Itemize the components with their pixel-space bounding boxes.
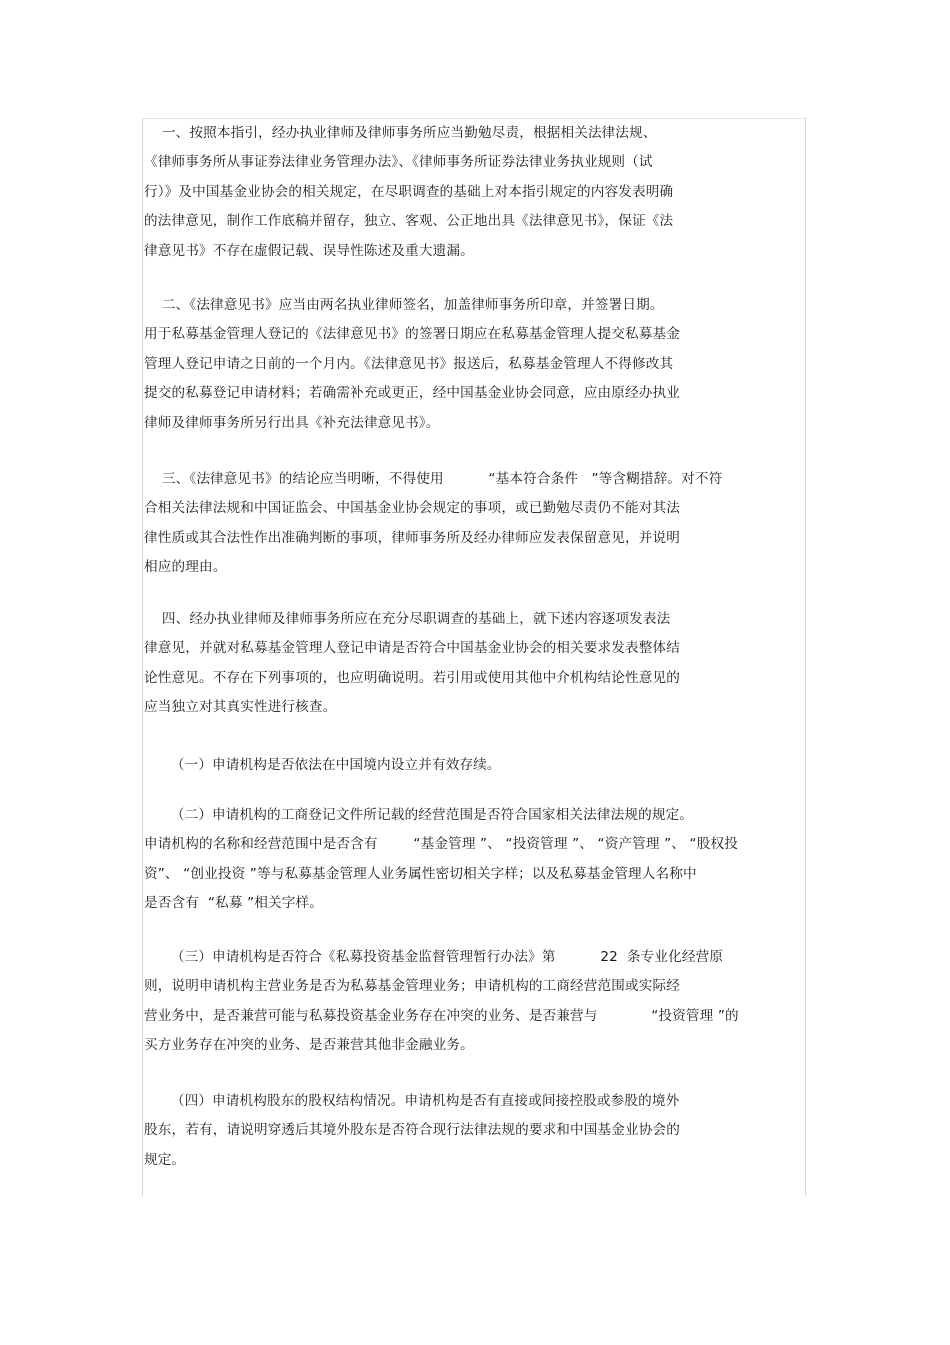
text-line: 管理人登记申请之日前的一个月内。《法律意见书》报送后，私募基金管理人不得修改其 xyxy=(144,355,674,372)
text-line: 律意见书》不存在虚假记载、误导性陈述及重大遗漏。 xyxy=(144,242,474,259)
text-line: （二）申请机构的工商登记文件所记载的经营范围是否符合国家相关法律法规的规定。 xyxy=(144,807,694,823)
text-line: 《律师事务所从事证券法律业务管理办法》、《律师事务所证券法律业务执业规则（试 xyxy=(144,154,653,171)
text-line: 合相关法律法规和中国证监会、中国基金业协会规定的事项，或已勤勉尽责仍不能对其法 xyxy=(144,500,681,517)
text-line: 股东，若有，请说明穿透后其境外股东是否符合现行法律法规的要求和中国基金业协会的 xyxy=(144,1122,681,1139)
text-line: 三、《法律意见书》的结论应当明晰，不得使用 “基本符合条件 ”等含糊措辞。对不符 xyxy=(144,471,723,487)
text-line: 二、《法律意见书》应当由两名执业律师签名，加盖律师事务所印章，并签署日期。 xyxy=(144,297,664,313)
text-line: 律意见，并就对私募基金管理人登记申请是否符合中国基金业协会的相关要求发表整体结 xyxy=(144,640,681,657)
text-line: 规定。 xyxy=(144,1151,186,1168)
text-line: 律师及律师事务所另行出具《补充法律意见书》。 xyxy=(144,414,440,431)
text-line: 用于私募基金管理人登记的《法律意见书》的签署日期应在私募基金管理人提交私募基金 xyxy=(144,326,681,343)
text-line: 营业务中，是否兼营可能与私募投资基金业务存在冲突的业务、是否兼营与 “投资管理 ”的 xyxy=(144,1007,739,1024)
text-line: 则，说明申请机构主营业务是否为私募基金管理业务；申请机构的工商经营范围或实际经 xyxy=(144,978,681,995)
text-line: 四、经办执业律师及律师事务所应在充分尽职调查的基础上，就下述内容逐项发表法 xyxy=(144,611,671,627)
text-line: 是否含有 “私募 ”相关字样。 xyxy=(144,895,323,912)
text-line: 论性意见。不存在下列事项的，也应明确说明。若引用或使用其他中介机构结论性意见的 xyxy=(144,669,681,686)
text-line: 律性质或其合法性作出准确判断的事项，律师事务所及经办律师应发表保留意见，并说明 xyxy=(144,529,681,546)
text-line: 行）》及中国基金业协会的相关规定，在尽职调查的基础上对本指引规定的内容发表明确 xyxy=(144,183,674,200)
text-line: 相应的理由。 xyxy=(144,559,227,576)
text-line: 一、按照本指引，经办执业律师及律师事务所应当勤勉尽责，根据相关法律法规、 xyxy=(144,125,657,141)
text-line: 申请机构的名称和经营范围中是否含有 “基金管理 ”、 “投资管理 ”、 “资产管理 ”、 “股权投 xyxy=(144,836,738,853)
text-line: （一）申请机构是否依法在中国境内设立并有效存续。 xyxy=(144,757,501,773)
text-line: 应当独立对其真实性进行核查。 xyxy=(144,699,337,716)
text-line: （三）申请机构是否符合《私募投资基金监督管理暂行办法》第 22 条专业化经营原 xyxy=(144,949,724,965)
text-line: （四）申请机构股东的股权结构情况。申请机构是否有直接或间接控股或参股的境外 xyxy=(144,1093,680,1109)
text-line: 提交的私募登记申请材料；若确需补充或更正，经中国基金业协会同意，应由原经办执业 xyxy=(144,385,681,402)
text-line: 的法律意见，制作工作底稿并留存，独立、客观、公正地出具《法律意见书》，保证《法 xyxy=(144,213,674,230)
text-line: 买方业务存在冲突的业务、是否兼营其他非金融业务。 xyxy=(144,1037,474,1054)
text-line: 资”、 “创业投资 ”等与私募基金管理人业务属性密切相关字样；以及私募基金管理人名称中 xyxy=(144,865,697,882)
